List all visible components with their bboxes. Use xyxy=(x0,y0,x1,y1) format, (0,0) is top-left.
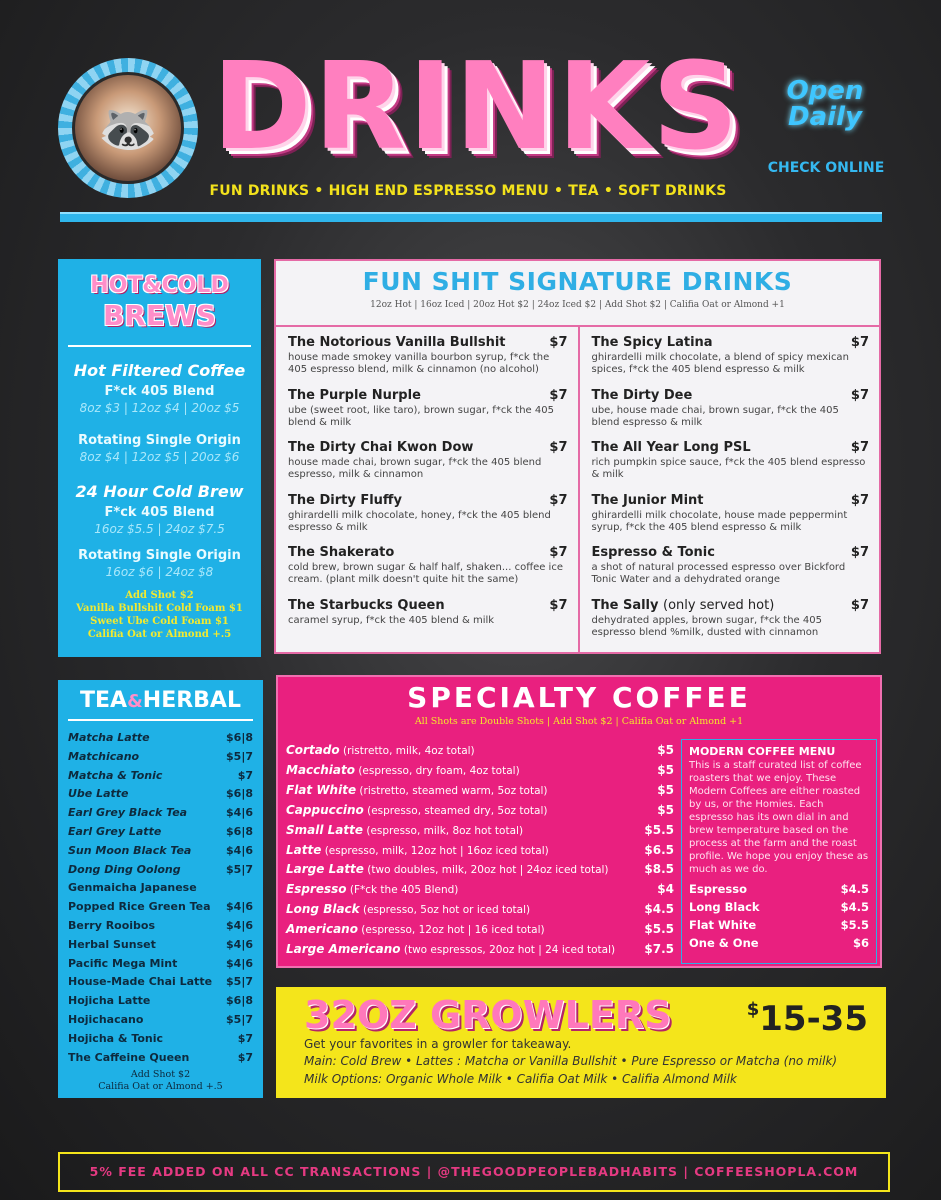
tea-price: $6|8 xyxy=(226,824,253,838)
specialty-desc: (F*ck the 405 Blend) xyxy=(346,884,459,897)
drink-row xyxy=(288,388,568,404)
tea-price: $7 xyxy=(237,1050,253,1064)
tea-price: $7 xyxy=(237,768,253,782)
tea-name: Hojicha & Tonic xyxy=(68,1031,164,1045)
modern-description: This is a staff curated list of coffee roasters that we enjoy. These Modern Coffees are either roasted by us, or the Homies. Each espresso has its own dial in and brew temperature based on the process at the farm and the roast profile. We hope you enjoy these as much as we do. xyxy=(689,760,869,875)
specialty-item xyxy=(286,900,674,920)
specialty-item-text xyxy=(286,940,615,960)
drink-name: The Dirty Chai Kwon Dow xyxy=(288,440,474,455)
cold-blend-price: 16oz $5.5 | 24oz $7.5 xyxy=(94,522,225,536)
addon-line: Sweet Ube Cold Foam $1 xyxy=(90,616,229,627)
modern-item xyxy=(689,898,869,916)
tea-price: $5|7 xyxy=(226,1012,253,1026)
drink-price: $7 xyxy=(850,335,869,350)
drink-row xyxy=(592,545,870,561)
drink-price: $7 xyxy=(850,492,869,508)
tea-name: Genmaicha Japanese xyxy=(68,881,197,895)
specialty-item xyxy=(286,880,674,900)
specialty-name: Cappuccino xyxy=(286,802,364,817)
tea-price: $6|8 xyxy=(226,787,253,801)
tea-item xyxy=(68,973,253,992)
tea-price: $4|6 xyxy=(226,937,253,951)
drink-price: $7 xyxy=(549,387,568,403)
drink-name-wrap xyxy=(288,388,421,404)
signature-drink xyxy=(288,335,568,388)
tea-item xyxy=(68,785,253,804)
signature-header xyxy=(276,261,879,327)
drink-name-wrap xyxy=(592,388,693,404)
tea-name: Matcha Latte xyxy=(68,731,150,744)
drink-name: The Dirty Fluffy xyxy=(288,492,402,508)
specialty-item-text xyxy=(286,860,609,880)
specialty-price: $8.5 xyxy=(644,862,674,877)
addon-line: Califia Oat or Almond +.5 xyxy=(87,629,232,640)
drink-description: ube, house made chai, brown sugar, f*ck the 405 blend espresso & milk xyxy=(591,404,839,428)
tea-price: $4|6 xyxy=(226,806,253,820)
modern-heading: MODERN COFFEE MENU xyxy=(689,745,836,758)
specialty-item xyxy=(286,741,674,761)
modern-coffee-box xyxy=(681,739,877,964)
signature-subtitle: 12oz Hot | 16oz Iced | 20oz Hot $2 | 24oz Iced $2 | Add Shot $2 | Califia Oat or Almond +1 xyxy=(370,300,785,310)
tea-item xyxy=(68,823,253,842)
drink-name: The Purple Nurple xyxy=(288,387,421,403)
hot-blend-name: F*ck 405 Blend xyxy=(104,384,215,399)
open-daily-label: Open Daily xyxy=(786,76,864,132)
specialty-item xyxy=(286,841,674,861)
modern-price: $4.5 xyxy=(840,900,869,914)
tea-name: Pacific Mega Mint xyxy=(68,956,178,970)
drink-row xyxy=(288,598,568,614)
drink-name-wrap xyxy=(592,335,713,351)
drink-name: The Junior Mint xyxy=(591,492,704,508)
growlers-price-value: 15-35 xyxy=(759,999,868,1039)
drink-row xyxy=(288,335,568,351)
drink-price: $7 xyxy=(549,492,568,508)
growlers-line: Milk Options: Organic Whole Milk • Califia Oat Milk • Califia Almond Milk xyxy=(304,1072,737,1086)
modern-item xyxy=(689,934,869,952)
drink-name-wrap xyxy=(288,598,445,614)
tagline: FUN DRINKS • HIGH END ESPRESSO MENU • TEA • SOFT DRINKS xyxy=(209,183,727,199)
tea-name: The Caffeine Queen xyxy=(68,1050,190,1064)
tea-item xyxy=(68,1011,253,1030)
drink-price: $7 xyxy=(850,440,869,455)
signature-drink xyxy=(592,440,870,493)
header-divider xyxy=(60,212,882,222)
hot-cold-brews-panel xyxy=(58,259,261,657)
signature-drink xyxy=(592,545,870,598)
tea-price: $7 xyxy=(237,1031,253,1045)
drink-name: The All Year Long PSL xyxy=(591,440,751,455)
tea-item xyxy=(68,1049,253,1068)
drink-price: $7 xyxy=(549,440,568,455)
tea-item xyxy=(68,842,253,861)
specialty-desc: (two doubles, milk, 20oz hot | 24oz iced total) xyxy=(363,864,609,877)
specialty-name: Large Latte xyxy=(286,862,364,877)
drink-description: ghirardelli milk chocolate, house made peppermint syrup, f*ck the 405 blend espresso & milk xyxy=(591,509,848,533)
specialty-item xyxy=(286,781,674,801)
specialty-desc: (two espressos, 20oz hot | 24 iced total) xyxy=(400,944,616,957)
tea-price: $6|8 xyxy=(226,994,253,1008)
drink-name-wrap xyxy=(592,493,704,509)
tea-item xyxy=(68,879,253,898)
tea-title-a: TEA xyxy=(80,688,128,713)
signature-drink xyxy=(592,388,870,441)
tea-item xyxy=(68,917,253,936)
specialty-price: $5.5 xyxy=(644,822,674,837)
drink-name: The Notorious Vanilla Bullshit xyxy=(288,335,506,350)
tea-foot-line: Califia Oat or Almond +.5 xyxy=(98,1081,223,1093)
check-online-label: CHECK ONLINE xyxy=(767,160,885,176)
page-title: DRINKS xyxy=(212,38,741,177)
specialty-subtitle: All Shots are Double Shots | Add Shot $2 | Califia Oat or Almond +1 xyxy=(414,716,744,727)
specialty-price: $5 xyxy=(657,743,674,757)
drink-row xyxy=(592,335,870,351)
hot-cold-addons xyxy=(68,589,251,641)
tea-name: Matchicano xyxy=(68,749,140,763)
drink-description: caramel syrup, f*ck the 405 blend & milk xyxy=(288,614,495,626)
signature-drink xyxy=(288,545,568,598)
drink-row xyxy=(288,545,568,561)
drink-note: (only served hot) xyxy=(663,597,775,613)
signature-drink xyxy=(592,598,870,651)
specialty-price: $5.5 xyxy=(644,922,674,937)
drink-name-wrap xyxy=(592,440,751,456)
specialty-item xyxy=(286,801,674,821)
drink-row xyxy=(288,493,568,509)
specialty-name: Flat White xyxy=(286,782,357,797)
cold-single-name: Rotating Single Origin xyxy=(78,548,241,563)
drink-description: house made smokey vanilla bourbon syrup, f*ck the 405 espresso blend, milk & cinnamon (no alcohol) xyxy=(288,352,550,375)
tea-item xyxy=(68,992,253,1011)
specialty-item-text xyxy=(286,880,458,900)
modern-price: $6 xyxy=(852,936,869,950)
raccoon-logo xyxy=(58,58,198,198)
drink-description: house made chai, brown sugar, f*ck the 405 blend espresso, milk & cinnamon xyxy=(288,457,542,480)
drink-description: ube (sweet root, like taro), brown sugar, f*ck the 405 blend & milk xyxy=(288,404,554,428)
signature-drink xyxy=(288,493,568,546)
tea-title-b: HERBAL xyxy=(142,688,241,713)
signature-title: FUN SHIT SIGNATURE DRINKS xyxy=(362,267,793,296)
drink-row xyxy=(592,493,870,509)
tea-name: Hojichacano xyxy=(68,1012,144,1026)
tea-price: $4|6 xyxy=(226,956,253,970)
growlers-line: Main: Cold Brew • Lattes : Matcha or Vanilla Bullshit • Pure Espresso or Matcha (no milk) xyxy=(304,1054,838,1068)
tea-name: Dong Ding Oolong xyxy=(68,862,181,876)
signature-drink xyxy=(288,440,568,493)
growlers-panel xyxy=(276,987,886,1098)
drink-row xyxy=(288,440,568,456)
drink-name: The Spicy Latina xyxy=(591,335,713,350)
drink-row xyxy=(592,440,870,456)
growlers-title: 32OZ GROWLERS xyxy=(304,993,672,1037)
tea-price: $4|6 xyxy=(226,843,253,857)
specialty-desc: (ristretto, milk, 4oz total) xyxy=(339,745,475,757)
specialty-price: $5 xyxy=(657,762,674,777)
specialty-price: $6.5 xyxy=(644,842,674,857)
tea-list xyxy=(68,729,253,1067)
drink-price: $7 xyxy=(850,545,869,560)
drink-name-wrap xyxy=(288,493,402,509)
specialty-name: Small Latte xyxy=(286,822,364,837)
drink-row xyxy=(592,388,870,404)
tea-name: Sun Moon Black Tea xyxy=(68,843,192,857)
specialty-item-text xyxy=(286,801,548,821)
tea-foot-line: Add Shot $2 xyxy=(130,1069,191,1081)
signature-drink xyxy=(288,388,568,441)
drink-name: The Starbucks Queen xyxy=(288,597,445,613)
drink-row xyxy=(592,598,870,614)
modern-name: Espresso xyxy=(689,882,747,896)
signature-right-column xyxy=(578,327,880,652)
specialty-name: Large Americano xyxy=(286,942,401,957)
specialty-item-text xyxy=(286,781,548,801)
cold-single-price: 16oz $6 | 24oz $8 xyxy=(105,565,214,579)
tea-name: Popped Rice Green Tea xyxy=(68,900,211,914)
tea-item xyxy=(68,767,253,786)
specialty-name: Long Black xyxy=(286,902,360,917)
drink-description: ghirardelli milk chocolate, honey, f*ck the 405 blend espresso & milk xyxy=(288,509,551,533)
specialty-name: Macchiato xyxy=(286,762,355,777)
tea-footnote xyxy=(68,1069,253,1093)
modern-item xyxy=(689,880,869,898)
tea-price: $4|6 xyxy=(226,918,253,932)
tea-name: Herbal Sunset xyxy=(68,937,156,951)
signature-drink xyxy=(288,598,568,651)
drink-description: rich pumpkin spice sauce, f*ck the 405 blend espresso & milk xyxy=(591,457,866,480)
tea-price: $6|8 xyxy=(226,731,253,744)
drink-description: a shot of natural processed espresso over Bickford Tonic Water and a dehydrated orange xyxy=(591,562,846,585)
drink-name: The Dirty Dee xyxy=(591,387,693,403)
tea-item xyxy=(68,955,253,974)
drink-name: Espresso & Tonic xyxy=(591,545,715,560)
drink-name: The Shakerato xyxy=(288,545,395,560)
signature-drinks-panel xyxy=(274,259,881,654)
modern-name: Long Black xyxy=(689,900,760,914)
specialty-name: Latte xyxy=(286,842,322,857)
tea-herbal-title xyxy=(68,688,253,721)
specialty-desc: (espresso, steamed dry, 5oz total) xyxy=(363,804,548,817)
drink-price: $7 xyxy=(549,335,568,350)
drink-price: $7 xyxy=(850,387,869,403)
drink-name-wrap xyxy=(288,335,506,351)
specialty-item-text xyxy=(286,821,523,841)
tea-name: House-Made Chai Latte xyxy=(68,975,213,989)
tea-price: $5|7 xyxy=(226,862,253,876)
hot-cold-title-line2: BREWS xyxy=(102,299,217,332)
tea-price: $4|6 xyxy=(226,900,253,914)
drink-price: $7 xyxy=(549,545,568,560)
modern-name: One & One xyxy=(689,936,759,950)
drink-name-wrap xyxy=(592,598,775,614)
specialty-desc: (espresso, milk, 12oz hot | 16oz iced total) xyxy=(321,844,549,857)
specialty-desc: (espresso, 5oz hot or iced total) xyxy=(359,904,531,917)
specialty-item xyxy=(286,821,674,841)
tea-item xyxy=(68,748,253,767)
tea-item xyxy=(68,898,253,917)
specialty-item-text xyxy=(286,920,545,940)
tea-item xyxy=(68,804,253,823)
tea-price: $5|7 xyxy=(226,975,253,989)
modern-price: $5.5 xyxy=(840,918,869,932)
tea-name: Matcha & Tonic xyxy=(68,768,163,782)
tea-herbal-panel xyxy=(58,680,263,1098)
hot-single-name: Rotating Single Origin xyxy=(78,433,241,448)
specialty-desc: (ristretto, steamed warm, 5oz total) xyxy=(356,784,548,797)
drink-price: $7 xyxy=(850,597,869,613)
hot-single-price: 8oz $4 | 12oz $5 | 20oz $6 xyxy=(79,450,240,464)
hot-cold-title-line1: HOT&COLD xyxy=(90,273,229,298)
drink-name: The Sally xyxy=(591,597,659,613)
growlers-price xyxy=(747,999,868,1039)
specialty-name: Espresso xyxy=(286,882,347,897)
drink-name-wrap xyxy=(288,545,394,561)
specialty-item xyxy=(286,761,674,781)
growlers-line: Get your favorites in a growler for takeaway. xyxy=(304,1037,572,1051)
modern-price: $4.5 xyxy=(840,882,869,896)
modern-list xyxy=(689,880,869,952)
drink-description: ghirardelli milk chocolate, a blend of spicy mexican spices, f*ck the 405 blend espresso & milk xyxy=(591,352,849,375)
drink-description: dehydrated apples, brown sugar, f*ck the 405 espresso blend %milk, dusted with cinnamon xyxy=(591,614,822,638)
specialty-item-text xyxy=(286,761,520,781)
tea-item xyxy=(68,861,253,880)
addon-line: Vanilla Bullshit Cold Foam $1 xyxy=(76,603,243,614)
modern-name: Flat White xyxy=(689,918,757,932)
drink-description: cold brew, brown sugar & half half, shaken... coffee ice cream. (plant milk doesn't quite hit the same) xyxy=(288,562,563,585)
specialty-list xyxy=(286,741,674,960)
signature-left-column xyxy=(276,327,578,652)
specialty-item-text xyxy=(286,741,475,761)
tea-price: $5|7 xyxy=(226,749,253,763)
specialty-item xyxy=(286,860,674,880)
signature-drink xyxy=(592,493,870,546)
specialty-price: $4 xyxy=(657,882,674,897)
specialty-desc: (espresso, milk, 8oz hot total) xyxy=(363,824,524,837)
specialty-item xyxy=(286,920,674,940)
addon-line: Add Shot $2 xyxy=(125,590,194,601)
tea-name: Berry Rooibos xyxy=(68,918,156,932)
specialty-item-text xyxy=(286,900,530,920)
tea-item xyxy=(68,1030,253,1049)
specialty-price: $5 xyxy=(657,802,674,817)
hot-filtered-heading: Hot Filtered Coffee xyxy=(73,361,246,380)
specialty-desc: (espresso, dry foam, 4oz total) xyxy=(355,764,520,777)
drink-price: $7 xyxy=(549,597,568,613)
signature-drink xyxy=(592,335,870,388)
tea-item xyxy=(68,936,253,955)
modern-item xyxy=(689,916,869,934)
cold-brew-heading: 24 Hour Cold Brew xyxy=(75,482,244,501)
drink-name-wrap xyxy=(592,545,715,561)
specialty-price: $4.5 xyxy=(644,902,674,917)
specialty-name: Cortado xyxy=(286,743,340,757)
tea-name: Ube Latte xyxy=(68,787,129,801)
tea-name: Hojicha Latte xyxy=(68,994,151,1008)
specialty-item xyxy=(286,940,674,960)
tea-title-amp: & xyxy=(127,691,143,712)
drink-name-wrap xyxy=(288,440,473,456)
cold-blend-name: F*ck 405 Blend xyxy=(104,505,215,520)
tea-name: Earl Grey Black Tea xyxy=(68,806,188,820)
specialty-title: SPECIALTY COFFEE xyxy=(407,681,751,714)
specialty-price: $5 xyxy=(657,782,674,797)
specialty-coffee-panel xyxy=(276,675,882,968)
hot-blend-price: 8oz $3 | 12oz $4 | 20oz $5 xyxy=(79,401,240,415)
tea-name: Earl Grey Latte xyxy=(68,824,162,838)
growlers-price-symbol: $ xyxy=(746,999,760,1020)
specialty-price: $7.5 xyxy=(644,942,674,957)
specialty-name: Americano xyxy=(286,922,358,937)
footer-bar: 5% FEE ADDED ON ALL CC TRANSACTIONS | @THEGOODPEOPLEBADHABITS | COFFEESHOPLA.COM xyxy=(58,1152,890,1192)
hot-cold-title xyxy=(68,271,251,347)
specialty-item-text xyxy=(286,841,549,861)
raccoon-icon: 🦝 xyxy=(72,72,184,184)
specialty-desc: (espresso, 12oz hot | 16 iced total) xyxy=(357,924,545,937)
tea-item xyxy=(68,729,253,748)
